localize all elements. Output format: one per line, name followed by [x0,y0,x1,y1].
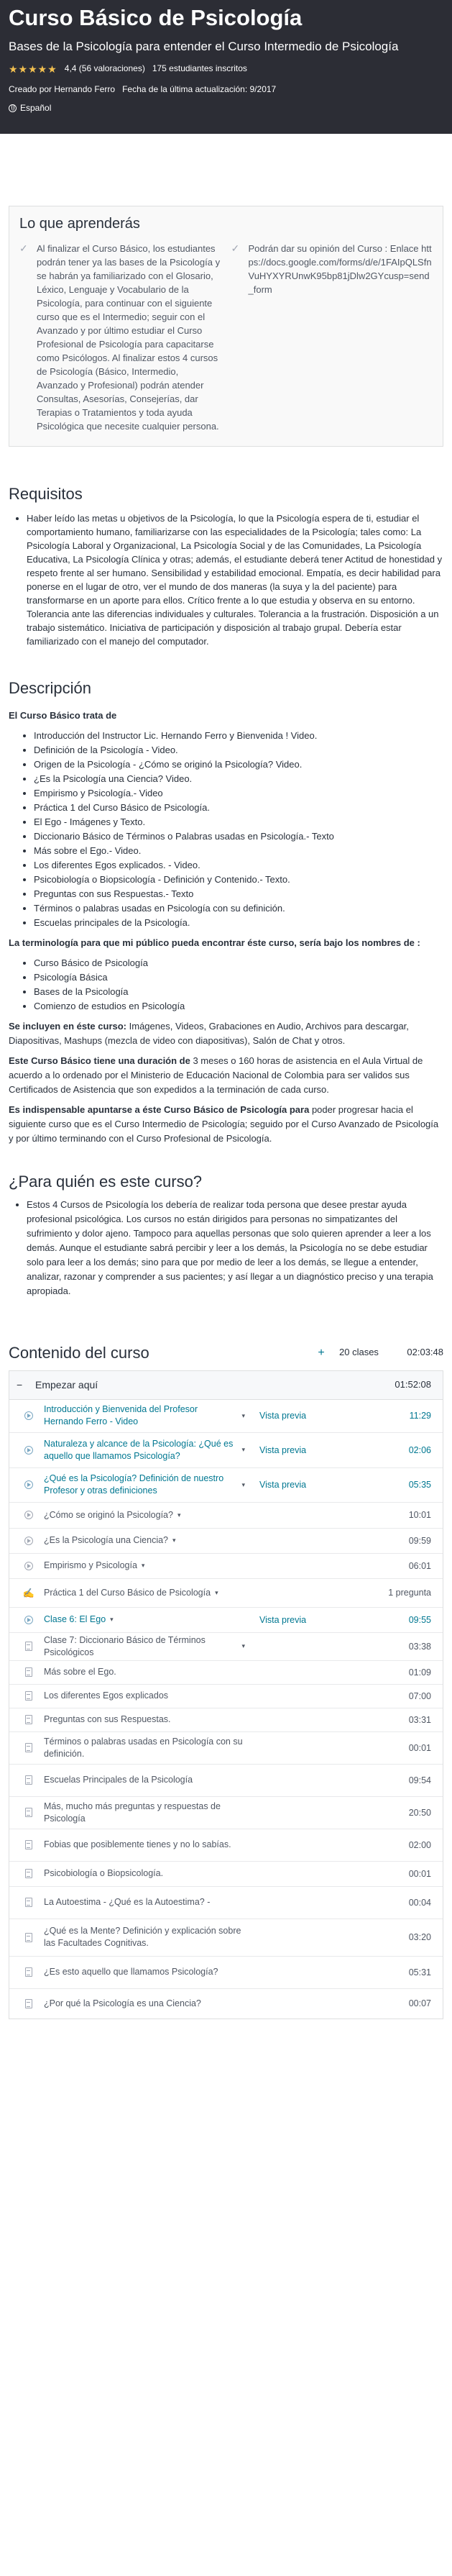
topic-item: • Más sobre el Ego.- Video. [34,844,443,858]
rating-text[interactable]: 4,4 (56 valoraciones) [64,63,145,74]
lecture-title [44,1966,245,1978]
learn-grid [19,242,433,433]
language-label: Español [20,102,52,113]
learn-item [231,242,433,433]
includes-paragraph [9,1019,443,1048]
lecture-title-text: Clase 6: El Ego [44,1614,106,1625]
document-icon [22,1869,35,1878]
lecture-row[interactable] [9,1633,443,1661]
chevron-down-icon[interactable]: ▾ [241,1411,245,1419]
lecture-title-text: Preguntas con sus Respuestas. [44,1714,171,1725]
language-row [9,102,443,114]
term-item: • Bases de la Psicología [34,985,443,999]
lecture-row[interactable] [9,1661,443,1685]
what-you-will-learn [9,206,443,447]
description-title: Descripción [9,678,91,697]
lecture-title[interactable] [44,1403,245,1428]
section-title: Empezar aquí [35,1378,98,1391]
duration-bold: Este Curso Básico tiene una duración de [9,1055,190,1066]
chevron-down-icon[interactable]: ▾ [177,1511,181,1519]
includes-bold: Se incluyen en éste curso: [9,1020,127,1032]
lecture-row[interactable] [9,1608,443,1633]
lecture-row[interactable] [9,1579,443,1608]
audience-section [9,1170,443,1298]
topic-item: • Origen de la Psicología - ¿Cómo se originó la Psicología? Video. [34,757,443,772]
last-updated: Fecha de la última actualización: 9/2017 [122,84,277,95]
play-video-icon [22,1446,35,1455]
lecture-row[interactable] [9,1957,443,1989]
chevron-down-icon[interactable]: ▾ [215,1588,218,1596]
lecture-row[interactable] [9,1503,443,1529]
lecture-title-text: La Autoestima - ¿Qué es la Autoestima? - [44,1897,211,1908]
lecture-title-text: ¿Por qué la Psicología es una Ciencia? [44,1998,201,2008]
lecture-title [44,1587,245,1599]
topic-item: • ¿Es la Psicología una Ciencia? Video. [34,772,443,786]
document-icon [22,1775,35,1785]
lecture-title [44,1998,245,2010]
lecture-title-text: Términos o palabras usadas en Psicología con su definición. [44,1736,243,1759]
collapse-icon: − [17,1378,23,1391]
lecture-duration: 1 pregunta [388,1588,431,1598]
course-header [0,0,452,134]
curriculum-title: Contenido del curso [9,1343,149,1362]
lecture-title [44,1560,245,1572]
chevron-down-icon[interactable]: ▾ [141,1562,145,1570]
lecture-title-text: Práctica 1 del Curso Básico de Psicología [44,1587,211,1598]
lecture-title-text: Más sobre el Ego. [44,1667,116,1678]
lecture-title [44,1666,245,1678]
lecture-duration: 06:01 [408,1560,431,1571]
lecture-row[interactable] [9,1862,443,1887]
lecture-title-text: Naturaleza y alcance de la Psicología: ¿Qué es aquello que llamamos Psicología? [44,1438,234,1461]
lecture-title-text: Introducción y Bienvenida del Profesor Hernando Ferro - Video [44,1404,198,1427]
lecture-count: 20 clases [339,1347,379,1358]
lecture-title[interactable] [44,1438,245,1462]
lecture-list [9,1400,443,2019]
topic-item: • Definición de la Psicología - Video. [34,743,443,757]
lecture-title[interactable] [44,1473,245,1497]
lecture-duration: 02:06 [408,1444,431,1455]
lecture-title [44,1713,245,1726]
topic-item: • Introducción del Instructor Lic. Hernando Ferro y Bienvenida ! Video. [34,729,443,743]
section-duration: 01:52:08 [395,1378,431,1390]
learn-title: Lo que aprenderás [19,216,140,232]
lecture-title-text: Fobias que posiblemente tienes y no lo sabías. [44,1839,231,1850]
curriculum-panel [9,1370,443,2019]
lecture-duration: 10:01 [408,1510,431,1520]
audience-item: • Estos 4 Cursos de Psicología los debería de realizar toda persona que desee prestar ayuda profesional psicológica. Los cursos no están dirigidos para personas no simpatizantes del sufrimiento y dolor ajeno. Tampoco para aquellas personas que solo quieren aprender a leer a los demás. Aunque el estudiante sabrá percibir y leer a los demás, la Psicología no se debe estudiar solo para leer a los demás; sino para que por medio de leer a los demás, se llegue a entender, analizar, razonar y comprender a sus pacientes; y así llegar a un diagnóstico preciso y una terapia apropiada. [27,1198,443,1298]
topic-item: • Empirismo y Psicología.- Video [34,786,443,801]
lecture-duration: 05:31 [408,1967,431,1977]
document-icon [22,1667,35,1677]
requirements-list [9,511,443,648]
document-icon [22,1898,35,1907]
term-item: • Psicología Básica [34,970,443,985]
lecture-row[interactable] [9,1732,443,1765]
document-icon [22,1840,35,1849]
lecture-row[interactable] [9,1797,443,1829]
lecture-row[interactable] [9,1989,443,2019]
terms-list [9,956,443,1014]
audience-title: ¿Para quién es este curso? [9,1172,203,1191]
check-icon: ✓ [231,242,240,254]
lecture-row[interactable] [9,1887,443,1919]
lecture-row[interactable] [9,1529,443,1554]
lecture-duration: 03:20 [408,1932,431,1942]
lecture-title [44,1896,245,1908]
lecture-title [44,1801,245,1825]
lecture-duration: 00:01 [408,1742,431,1753]
play-video-icon [22,1562,35,1570]
topic-item: • Preguntas con sus Respuestas.- Texto [34,887,443,901]
play-video-icon [22,1616,35,1624]
lecture-title [44,1867,245,1880]
lecture-row[interactable] [9,1400,443,1433]
document-icon [22,1808,35,1817]
requirements-title: Requisitos [9,485,83,503]
lecture-duration: 09:54 [408,1775,431,1785]
document-icon [22,1691,35,1701]
lecture-title [44,1690,245,1702]
lecture-duration: 03:38 [408,1641,431,1652]
lecture-title-text: Psicobiología o Biopsicología. [44,1868,164,1879]
play-video-icon [22,1511,35,1519]
lecture-duration: 03:31 [408,1714,431,1725]
topic-item: • Términos o palabras usadas en Psicología con su definición. [34,901,443,916]
lecture-duration: 20:50 [408,1807,431,1818]
lecture-row[interactable] [9,1468,443,1503]
lecture-duration: 05:35 [408,1480,431,1490]
chevron-down-icon[interactable]: ▾ [241,1480,245,1488]
curriculum-section [9,1342,443,2019]
topics-list [9,729,443,930]
document-icon [22,1642,35,1651]
terms-title: La terminología para que mi público pueda encontrar éste curso, sería bajo los nombres de : [9,937,420,948]
lecture-title-text: ¿Es la Psicología una Ciencia? [44,1535,169,1546]
description-section [9,677,443,1146]
course-title: Curso Básico de Psicología [9,5,303,30]
lecture-title [44,1509,245,1521]
requirements-section [9,483,443,648]
preview-link[interactable]: Vista previa [259,1480,307,1490]
lecture-title-text: Más, mucho más preguntas y respuestas de Psicología [44,1801,221,1824]
lecture-duration: 07:00 [408,1690,431,1701]
lecture-title [44,1925,245,1949]
check-icon: ✓ [19,242,28,254]
next-course-paragraph [9,1103,443,1146]
document-icon [22,1743,35,1752]
lecture-duration: 11:29 [409,1411,431,1421]
document-icon [22,1715,35,1724]
document-icon [22,1967,35,1977]
audience-list [9,1198,443,1298]
lecture-row[interactable] [9,1919,443,1957]
lecture-title [44,1774,245,1786]
lecture-title-text: ¿Qué es la Psicología? Definición de nuestro Profesor y otras definiciones [44,1473,224,1496]
description-intro: El Curso Básico trata de [9,709,117,721]
chevron-down-icon[interactable]: ▾ [241,1642,245,1650]
meta-row [9,83,443,96]
total-duration: 02:03:48 [407,1347,443,1358]
lecture-duration: 01:09 [408,1667,431,1678]
lecture-row[interactable] [9,1765,443,1797]
lecture-title-text: ¿Qué es la Mente? Definición y explicación sobre las Facultades Cognitivas. [44,1926,241,1949]
topic-item: • El Ego - Imágenes y Texto. [34,815,443,829]
lecture-duration: 00:01 [408,1868,431,1879]
term-item: • Comienzo de estudios en Psicología [34,999,443,1014]
lecture-title-text: Empirismo y Psicología [44,1560,137,1571]
document-icon [22,1933,35,1942]
term-item: • Curso Básico de Psicología [34,956,443,970]
lecture-title [44,1534,245,1547]
duration-paragraph [9,1054,443,1097]
lecture-title[interactable] [44,1614,245,1626]
learn-item-text: Al finalizar el Curso Básico, los estudiantes podrán tener ya las bases de la Psicología y se habrán ya familiarizado con el Glosario, Léxico, Lenguaje y Vocabulario de la Psicología, para continuar con el siguiente curso que es el Intermedio; seguir con el Avanzado y por último estudiar el Curso Profesional de Psicología para capacitarse como Psicólogos. Al finalizar estos 4 cursos de Psicología (Básico, Intermedio, Avanzado y Profesional) podrán atender Consultas, Asesorías, Consejerías, dar Terapias o Tratamientos y toda ayuda Psicológica que necesite cualquier persona. [37,243,221,432]
expand-all-icon[interactable]: + [318,1347,325,1360]
lecture-duration: 09:59 [408,1535,431,1546]
lecture-row[interactable] [9,1554,443,1579]
lecture-title-text: Los diferentes Egos explicados [44,1690,169,1701]
requirement-item: • Haber leído las metas u objetivos de la Psicología, lo que la Psicología espera de ti, estudiar el comportamiento humano, familiarizarse con las especialidades de la Psicología; tales como: La Psicología Laboral y Organizacional, La Psicología Social y de las Comunidades, La Psicología Educativa, La Psicología Clínica y otras; además, el estudiante deberá tener Actitud de honestidad y respeto frente al ser humano. Sensibilidad y estabilidad emocional. Empatía, es decir habilidad para ponerse en el lugar de otro, ver el mundo de dos maneras (la suya y la del paciente) para transformarse en un aporte para ellos. Crítico frente a lo que estudia y observa en su entorno. Tolerancia ante las diferencias individuales y culturales. Tolerancia a la frustración. Disposición a un trabajo sistemático. Iniciativa de participación y disposición al trabajo grupal. Debería estar familiarizado con el manejo del computador. [27,511,443,648]
quiz-icon: ✍ [22,1587,35,1598]
lecture-row[interactable] [9,1433,443,1468]
chevron-down-icon[interactable]: ▾ [172,1537,176,1544]
learn-item-text: Podrán dar su opinión del Curso : Enlace https://docs.google.com/forms/d/e/1FAIpQLSfnVuHYXYRUnwK95bp81jDlw2GYcusp=send_form [248,243,432,295]
lecture-row[interactable] [9,1685,443,1708]
lecture-title-text: ¿Cómo se originó la Psicología? [44,1509,173,1520]
lecture-title-text: Clase 7: Diccionario Básico de Términos Psicológicos [44,1634,206,1657]
lecture-title-text: Escuelas Principales de la Psicología [44,1775,193,1785]
duration-text: 3 meses o 160 horas de asistencia en el Aula Virtual de acuerdo a lo ordenado por el Ministerio de Educación Nacional de Colombia para ser validos sus Certificados de Asistencia que son expedidos a la terminación de cada curso. [9,1055,423,1095]
instructor-name[interactable]: Creado por Hernando Ferro [9,84,116,95]
chevron-down-icon[interactable]: ▾ [110,1616,114,1624]
topic-item: • Diccionario Básico de Términos o Palabras usadas en Psicología.- Texto [34,829,443,844]
rating-row [9,62,443,76]
chevron-down-icon[interactable]: ▾ [241,1446,245,1454]
preview-link[interactable]: Vista previa [259,1444,307,1455]
lecture-row[interactable] [9,1708,443,1732]
next-course-bold: Es indispensable apuntarse a éste Curso Básico de Psicología para [9,1103,310,1115]
document-icon [22,1999,35,2008]
course-subtitle: Bases de la Psicología para entender el Curso Intermedio de Psicología [9,40,399,53]
topic-item: • Los diferentes Egos explicados. - Video. [34,858,443,873]
lecture-duration: 09:55 [408,1614,431,1625]
play-video-icon [22,1480,35,1489]
next-course-text: poder progresar hacia el siguiente curso que es el Curso Intermedio de Psicología; seguido por el Curso Avanzado de Psicología y por último terminando con el Curso Profesional de Psicología. [9,1103,439,1144]
lecture-title [44,1736,245,1760]
lecture-title [44,1634,245,1659]
topic-item: • Psicobiología o Biopsicología - Definición y Contenido.- Texto. [34,873,443,887]
play-video-icon [22,1537,35,1545]
includes-text: Imágenes, Videos, Grabaciones en Audio, Archivos para descargar, Diapositivas, Mashups (mezcla de video con diapositivas), Salón de Chat y otros. [9,1020,409,1046]
curriculum-header [9,1342,443,1365]
lecture-title [44,1839,245,1851]
lecture-title-text: ¿Es esto aquello que llamamos Psicología? [44,1967,218,1977]
students-count: 175 estudiantes inscritos [152,63,247,74]
star-rating-icon: ★★★★★ [9,63,57,75]
lecture-duration: 00:07 [408,1998,431,2008]
section-header[interactable] [9,1371,443,1400]
topic-item: • Escuelas principales de la Psicología. [34,916,443,930]
lecture-row[interactable] [9,1829,443,1862]
learn-item [19,242,221,433]
preview-link[interactable]: Vista previa [259,1614,307,1625]
topic-item: • Práctica 1 del Curso Básico de Psicología. [34,801,443,815]
globe-icon [9,104,17,112]
lecture-duration: 00:04 [408,1897,431,1908]
play-video-icon [22,1411,35,1420]
preview-link[interactable]: Vista previa [259,1411,307,1421]
lecture-duration: 02:00 [408,1839,431,1850]
